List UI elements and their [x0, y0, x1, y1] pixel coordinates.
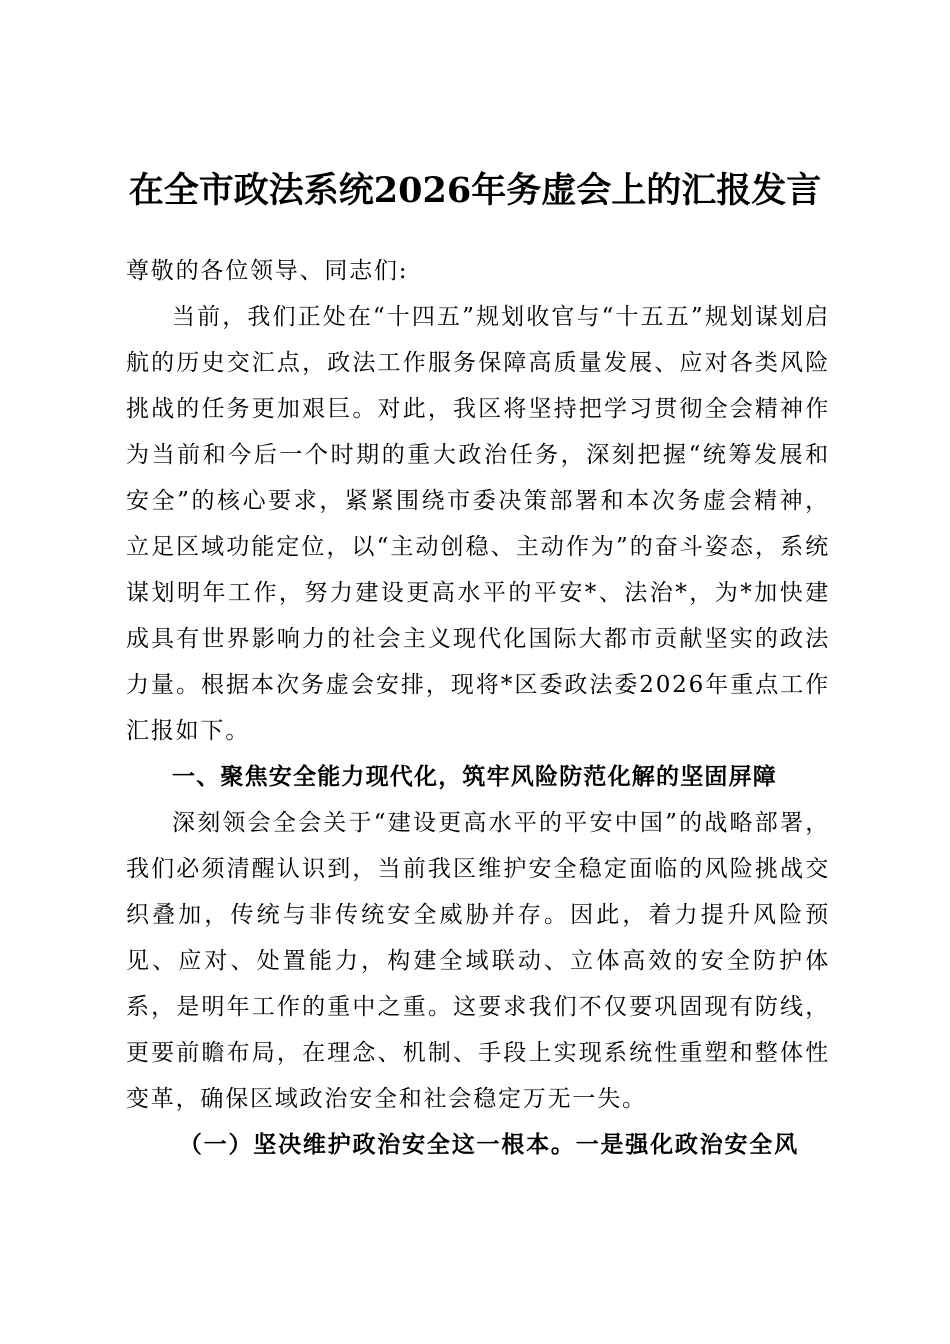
document-title: 在全市政法系统2026年务虚会上的汇报发言 — [128, 170, 822, 211]
subsection-heading-1: （一）坚决维护政治安全这一根本。一是强化政治安全风 — [178, 1131, 799, 1158]
document-body — [126, 248, 830, 1168]
intro-paragraph: 当前，我们正处在“十四五”规划收官与“十五五”规划谋划启航的历史交汇点，政法工作服务保障高质量发展、应对各类风险挑战的任务更加艰巨。对此，我区将坚持把学习贯彻全会精神作为当前和今后一个时期的重大政治任务，深刻把握“统筹发展和安全”的核心要求，紧紧围绕市委决策部署和本次务虚会精神，立足区域功能定位，以“主动创稳、主动作为”的奋斗姿态，系统谋划明年工作，努力建设更高水平的平安*、法治*，为*加快建成具有世界影响力的社会主义现代化国际大都市贡献坚实的政法力量。根据本次务虚会安排，现将*区委政法委2026年重点工作汇报如下。 — [126, 304, 830, 744]
section-1-paragraph: 深刻领会全会关于“建设更高水平的平安中国”的战略部署，我们必须清醒认识到，当前我区维护安全稳定面临的风险挑战交织叠加，传统与非传统安全威胁并存。因此，着力提升风险预见、应对、处置能力，构建全域联动、立体高效的安全防护体系，是明年工作的重中之重。这要求我们不仅要巩固现有防线，更要前瞻布局，在理念、机制、手段上实现系统性重塑和整体性变革，确保区域政治安全和社会稳定万无一失。 — [126, 810, 830, 1112]
section-heading-1: 一、聚焦安全能力现代化，筑牢风险防范化解的坚固屏障 — [172, 764, 777, 790]
salutation: 尊敬的各位领导、同志们: — [126, 258, 409, 284]
